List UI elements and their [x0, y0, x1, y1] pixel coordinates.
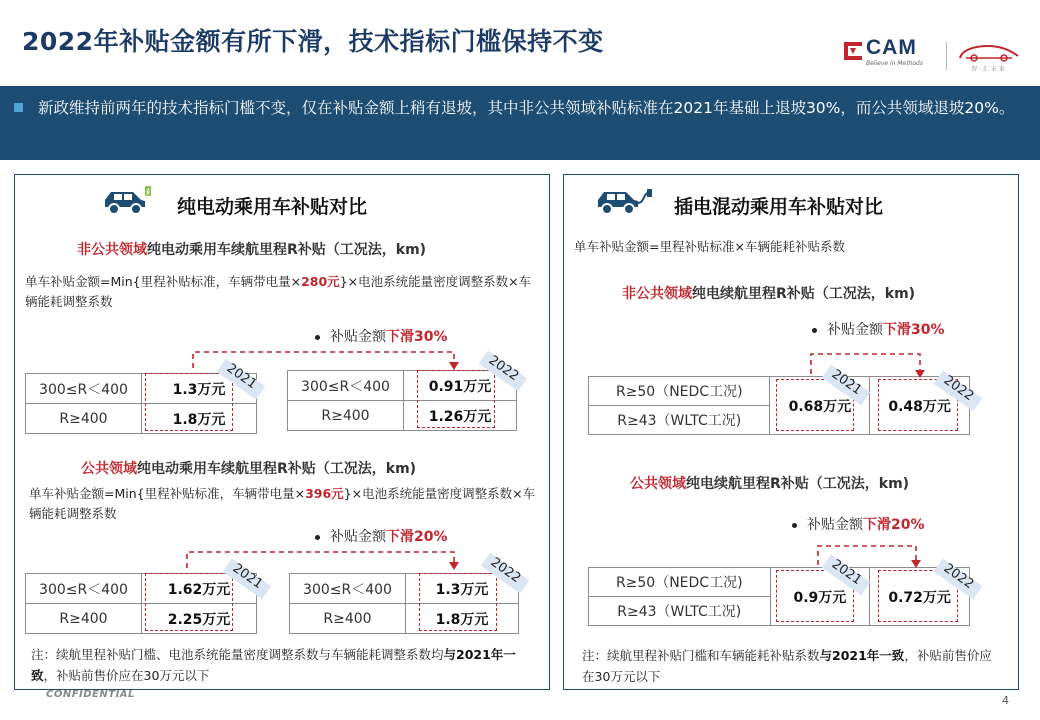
value-cell-2022: 0.48万元: [870, 377, 970, 435]
range-cell: R≥400: [26, 404, 142, 434]
value-cell: 1.3万元: [142, 374, 257, 404]
cam-logo-slogan: Believe in Methods: [866, 60, 923, 67]
bev-private-drop: [315, 326, 448, 346]
range-cell: R≥50（NEDC工况): [589, 568, 771, 597]
note-part-b: ，补贴前售价应在30万元以下: [43, 668, 210, 683]
phev-public-subtitle-rest: 纯电续航里程R补贴（工况法，km): [686, 476, 910, 492]
range-cell: 300≤R＜400: [26, 374, 142, 404]
drop-value: 下滑20%: [863, 517, 925, 533]
bev-public-subtitle-red: 公共领域: [81, 461, 137, 477]
bev-private-subtitle: [77, 239, 426, 259]
range-cell: R≥400: [290, 604, 406, 634]
phev-note: [582, 645, 1002, 687]
drop-label: 补贴金额: [807, 517, 863, 533]
drop-label: 补贴金额: [330, 329, 386, 345]
bev-panel-title: 纯电动乘用车补贴对比: [177, 196, 368, 218]
formula-rate: 280元: [301, 274, 340, 289]
phev-private-subtitle-red: 非公共领域: [622, 286, 692, 302]
value-cell: 0.91万元: [404, 371, 517, 401]
value-cell: 2.25万元: [142, 604, 257, 634]
page-number: 4: [1002, 694, 1009, 707]
cam-logo-text: CAM: [866, 36, 917, 59]
range-cell: 300≤R＜400: [290, 574, 406, 604]
highlight-box-2022: [419, 573, 497, 631]
value-cell: 1.26万元: [404, 401, 517, 431]
car-outline-logo-icon: [952, 40, 1024, 64]
note-part-a: 注：续航里程补贴门槛和车辆能耗补贴系数: [582, 648, 820, 663]
bev-panel: [14, 174, 550, 690]
highlight-box-2022: [417, 370, 495, 428]
bullet-dot-icon: [315, 535, 320, 540]
note-bold: 与2021年一致: [31, 647, 516, 683]
range-cell: R≥43（WLTC工况): [589, 597, 771, 626]
phev-panel: [563, 174, 1019, 690]
range-cell: R≥43（WLTC工况): [589, 406, 770, 435]
bev-private-formula: [25, 272, 537, 312]
phev-private-drop: [812, 319, 945, 339]
electric-car-icon: [99, 183, 157, 217]
value-cell-2021: 0.9万元: [770, 568, 870, 626]
logo-divider: [946, 42, 947, 70]
value-cell-2021: 0.68万元: [770, 377, 870, 435]
phev-public-drop: [792, 514, 925, 534]
page-title: 2022年补贴金额有所下滑，技术指标门槛保持不变: [22, 27, 604, 56]
formula-part-a: 单车补贴金额=Min{里程补贴标准，车辆带电量×: [29, 486, 306, 501]
drop-value: 下滑20%: [386, 529, 448, 545]
phev-public-subtitle: [630, 473, 909, 493]
summary-banner: [0, 86, 1040, 160]
cam-logo: [842, 36, 942, 74]
drop-label: 补贴金额: [330, 529, 386, 545]
range-cell: R≥50（NEDC工况): [589, 377, 770, 406]
phev-formula: 单车补贴金额=里程补贴标准×车辆能耗补贴系数: [574, 239, 845, 254]
year-tag-2021: 2021: [229, 560, 266, 593]
partner-logo-caption: 智 · 汇 未 来: [971, 66, 1005, 73]
phev-public-subtitle-red: 公共领域: [630, 476, 686, 492]
bev-panel-header: [15, 181, 549, 225]
drop-value: 下滑30%: [386, 329, 448, 345]
value-cell: 1.8万元: [142, 404, 257, 434]
year-tag-2021: 2021: [828, 556, 865, 589]
drop-value: 下滑30%: [883, 322, 945, 338]
value-cell: 1.8万元: [406, 604, 519, 634]
bev-public-subtitle-rest: 纯电动乘用车续航里程R补贴（工况法，km): [137, 461, 417, 477]
highlight-box-2021: [145, 373, 233, 431]
note-part-a: 注：续航里程补贴门槛、电池系统能量密度调整系数与车辆能耗调整系数均: [31, 647, 444, 662]
bullet-dot-icon: [792, 523, 797, 528]
bev-public-drop: [315, 526, 448, 546]
highlight-box-2021: [145, 573, 233, 631]
formula-part-a: 单车补贴金额=Min{里程补贴标准，车辆带电量×: [25, 274, 302, 289]
year-tag-2021: 2021: [223, 360, 260, 393]
summary-text: 新政维持前两年的技术指标门槛不变，仅在补贴金额上稍有退坡，其中非公共领域补贴标准在2021年基础上退坡30%，而公共领域退坡20%。: [38, 99, 1015, 117]
range-cell: R≥400: [26, 604, 142, 634]
phev-private-subtitle: [622, 283, 915, 303]
cam-logo-mark-icon: [842, 40, 864, 62]
year-tag-2021: 2021: [828, 366, 865, 399]
bev-private-subtitle-red: 非公共领域: [77, 242, 147, 258]
bullet-dot-icon: [812, 328, 817, 333]
bullet-dot-icon: [315, 335, 320, 340]
value-cell: 1.3万元: [406, 574, 519, 604]
note-part-b: ，补贴前售价应在30万元以下: [582, 648, 992, 684]
bev-private-subtitle-rest: 纯电动乘用车续航里程R补贴（工况法，km): [147, 242, 427, 258]
year-tag-2022: 2022: [940, 560, 977, 593]
year-tag-2022: 2022: [485, 352, 522, 385]
formula-rate: 396元: [305, 486, 344, 501]
partner-logo: [952, 40, 1024, 74]
square-bullet-icon: [14, 103, 23, 112]
drop-label: 补贴金额: [827, 322, 883, 338]
year-tag-2022: 2022: [940, 372, 977, 405]
bev-note: [31, 644, 539, 686]
formula-part-b: }×电池系统能量密度调整系数×车辆能耗调整系数: [25, 274, 532, 309]
formula-part-b: }×电池系统能量密度调整系数×车辆能耗调整系数: [29, 486, 536, 521]
confidential-label: CONFIDENTIAL: [46, 689, 135, 700]
note-bold: 与2021年一致: [819, 648, 905, 663]
bev-public-formula: [29, 484, 541, 524]
year-tag-2022: 2022: [487, 554, 524, 587]
phev-private-subtitle-rest: 纯电续航里程R补贴（工况法，km): [692, 286, 916, 302]
range-cell: 300≤R＜400: [26, 574, 142, 604]
range-cell: R≥400: [288, 401, 404, 431]
phev-panel-header: [564, 181, 1018, 225]
phev-panel-title: 插电混动乘用车补贴对比: [674, 196, 884, 218]
value-cell-2022: 0.72万元: [870, 568, 970, 626]
plug-in-car-icon: [594, 183, 654, 217]
bev-public-subtitle: [81, 458, 416, 478]
value-cell: 1.62万元: [142, 574, 257, 604]
range-cell: 300≤R＜400: [288, 371, 404, 401]
